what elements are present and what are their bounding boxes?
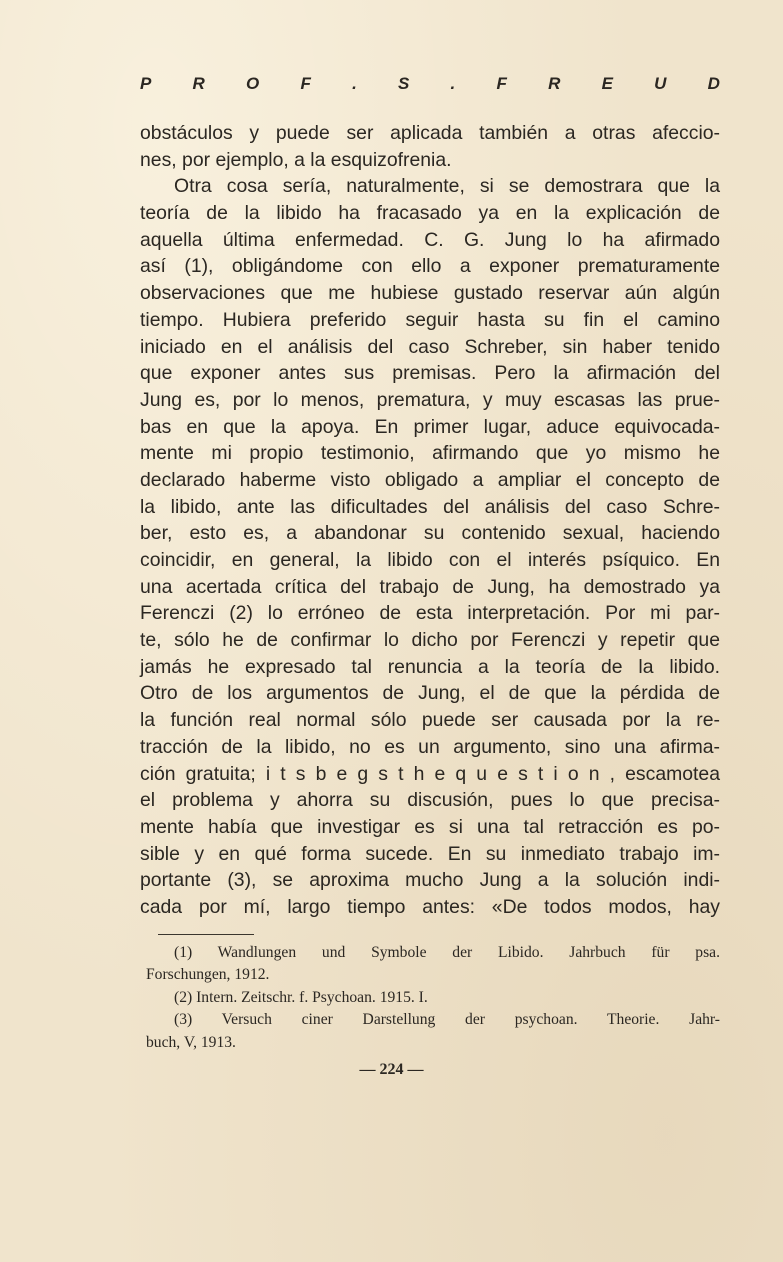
footnote-line: (3) Versuch ciner Darstellung der psychoan. Theorie. Jahr-: [174, 1011, 720, 1029]
running-head-letter: U: [654, 74, 667, 93]
text-line: así (1), obligándome con ello a exponer prematuramente: [140, 255, 720, 278]
footnote-divider: [158, 934, 254, 935]
text-line: que exponer antes sus premisas. Pero la afirmación del: [140, 362, 720, 385]
text-line: teoría de la libido ha fracasado ya en la explicación de: [140, 202, 720, 225]
running-head-letter: E: [601, 74, 613, 93]
text-line: ción gratuita; i t s b e g s t h e q u e s t i o n , escamotea: [140, 762, 720, 785]
text-line: la función real normal sólo puede ser causada por la re-: [140, 709, 720, 732]
text-line: ber, esto es, a abandonar su contenido sexual, haciendo: [140, 522, 720, 545]
running-head-letter: O: [246, 74, 260, 93]
text-line: Ferenczi (2) lo erróneo de esta interpretación. Por mi par-: [140, 602, 720, 625]
text-line: mente mi propio testimonio, afirmando que yo mismo he: [140, 442, 720, 465]
running-head-letter: R: [548, 74, 561, 93]
text-line: Otra cosa sería, naturalmente, si se demostrara que la: [174, 175, 720, 198]
running-head-letter: S: [398, 74, 410, 93]
text-line: la libido, ante las dificultades del análisis del caso Schre-: [140, 495, 720, 518]
text-line: coincidir, en general, la libido con el interés psíquico. En: [140, 549, 720, 571]
body-text: [140, 120, 720, 921]
footnote-line: (1) Wandlungen und Symbole der Libido. Jahrbuch für psa.: [174, 944, 720, 961]
text-line: aquella última enfermedad. C. G. Jung lo ha afirmado: [140, 228, 720, 251]
text-line: tiempo. Hubiera preferido seguir hasta su fin el camino: [140, 308, 720, 331]
text-line: te, sólo he de confirmar lo dicho por Ferenczi y repetir que: [140, 629, 720, 652]
text-line: obstáculos y puede ser aplicada también a otras afeccio-: [140, 122, 720, 144]
text-line: portante (3), se aproxima mucho Jung a la solución indi-: [140, 869, 720, 892]
text-line: jamás he expresado tal renuncia a la teoría de la libido.: [140, 655, 720, 678]
text-line: iniciado en el análisis del caso Schreber, sin haber tenido: [140, 335, 720, 358]
text-line: mente había que investigar es si una tal retracción es po-: [140, 815, 720, 838]
footnote-line: Forschungen, 1912.: [146, 966, 270, 984]
text-line: tracción de la libido, no es un argumento, sino una afirma-: [140, 735, 720, 758]
text-line: una acertada crítica del trabajo de Jung, ha demostrado ya: [140, 575, 720, 598]
running-head-letter: .: [450, 74, 456, 93]
running-head-letter: .: [352, 74, 357, 93]
footnote-line: buch, V, 1913.: [146, 1033, 236, 1051]
text-line: cada por mí, largo tiempo antes: «De todos modos, hay: [140, 895, 720, 918]
footnote-line: (2) Intern. Zeitschr. f. Psychoan. 1915. I.: [174, 988, 428, 1006]
text-line: bas en que la apoya. En primer lugar, aduce equivocada-: [140, 415, 720, 438]
text-line: declarado haberme visto obligado a ampliar el concepto de: [140, 468, 720, 491]
footnotes: [146, 942, 720, 1054]
text-line: el problema y ahorra su discusión, pues lo que precisa-: [140, 789, 720, 812]
text-line: nes, por ejemplo, a la esquizofrenia.: [140, 148, 452, 171]
running-head-letter: P: [140, 74, 152, 93]
text-line: sible y en qué forma sucede. En su inmediato trabajo im-: [140, 842, 720, 865]
running-head-letter: F: [496, 74, 507, 93]
running-head: [140, 74, 720, 94]
text-line: Jung es, por lo menos, prematura, y muy escasas las prue-: [140, 388, 720, 411]
text-line: observaciones que me hubiese gustado reservar aún algún: [140, 282, 720, 305]
running-head-letter: D: [707, 74, 720, 93]
running-head-letter: R: [192, 74, 205, 93]
running-head-letter: F: [300, 74, 311, 93]
text-line: Otro de los argumentos de Jung, el de que la pérdida de: [140, 682, 720, 705]
page-number: — 224 —: [359, 1061, 424, 1078]
